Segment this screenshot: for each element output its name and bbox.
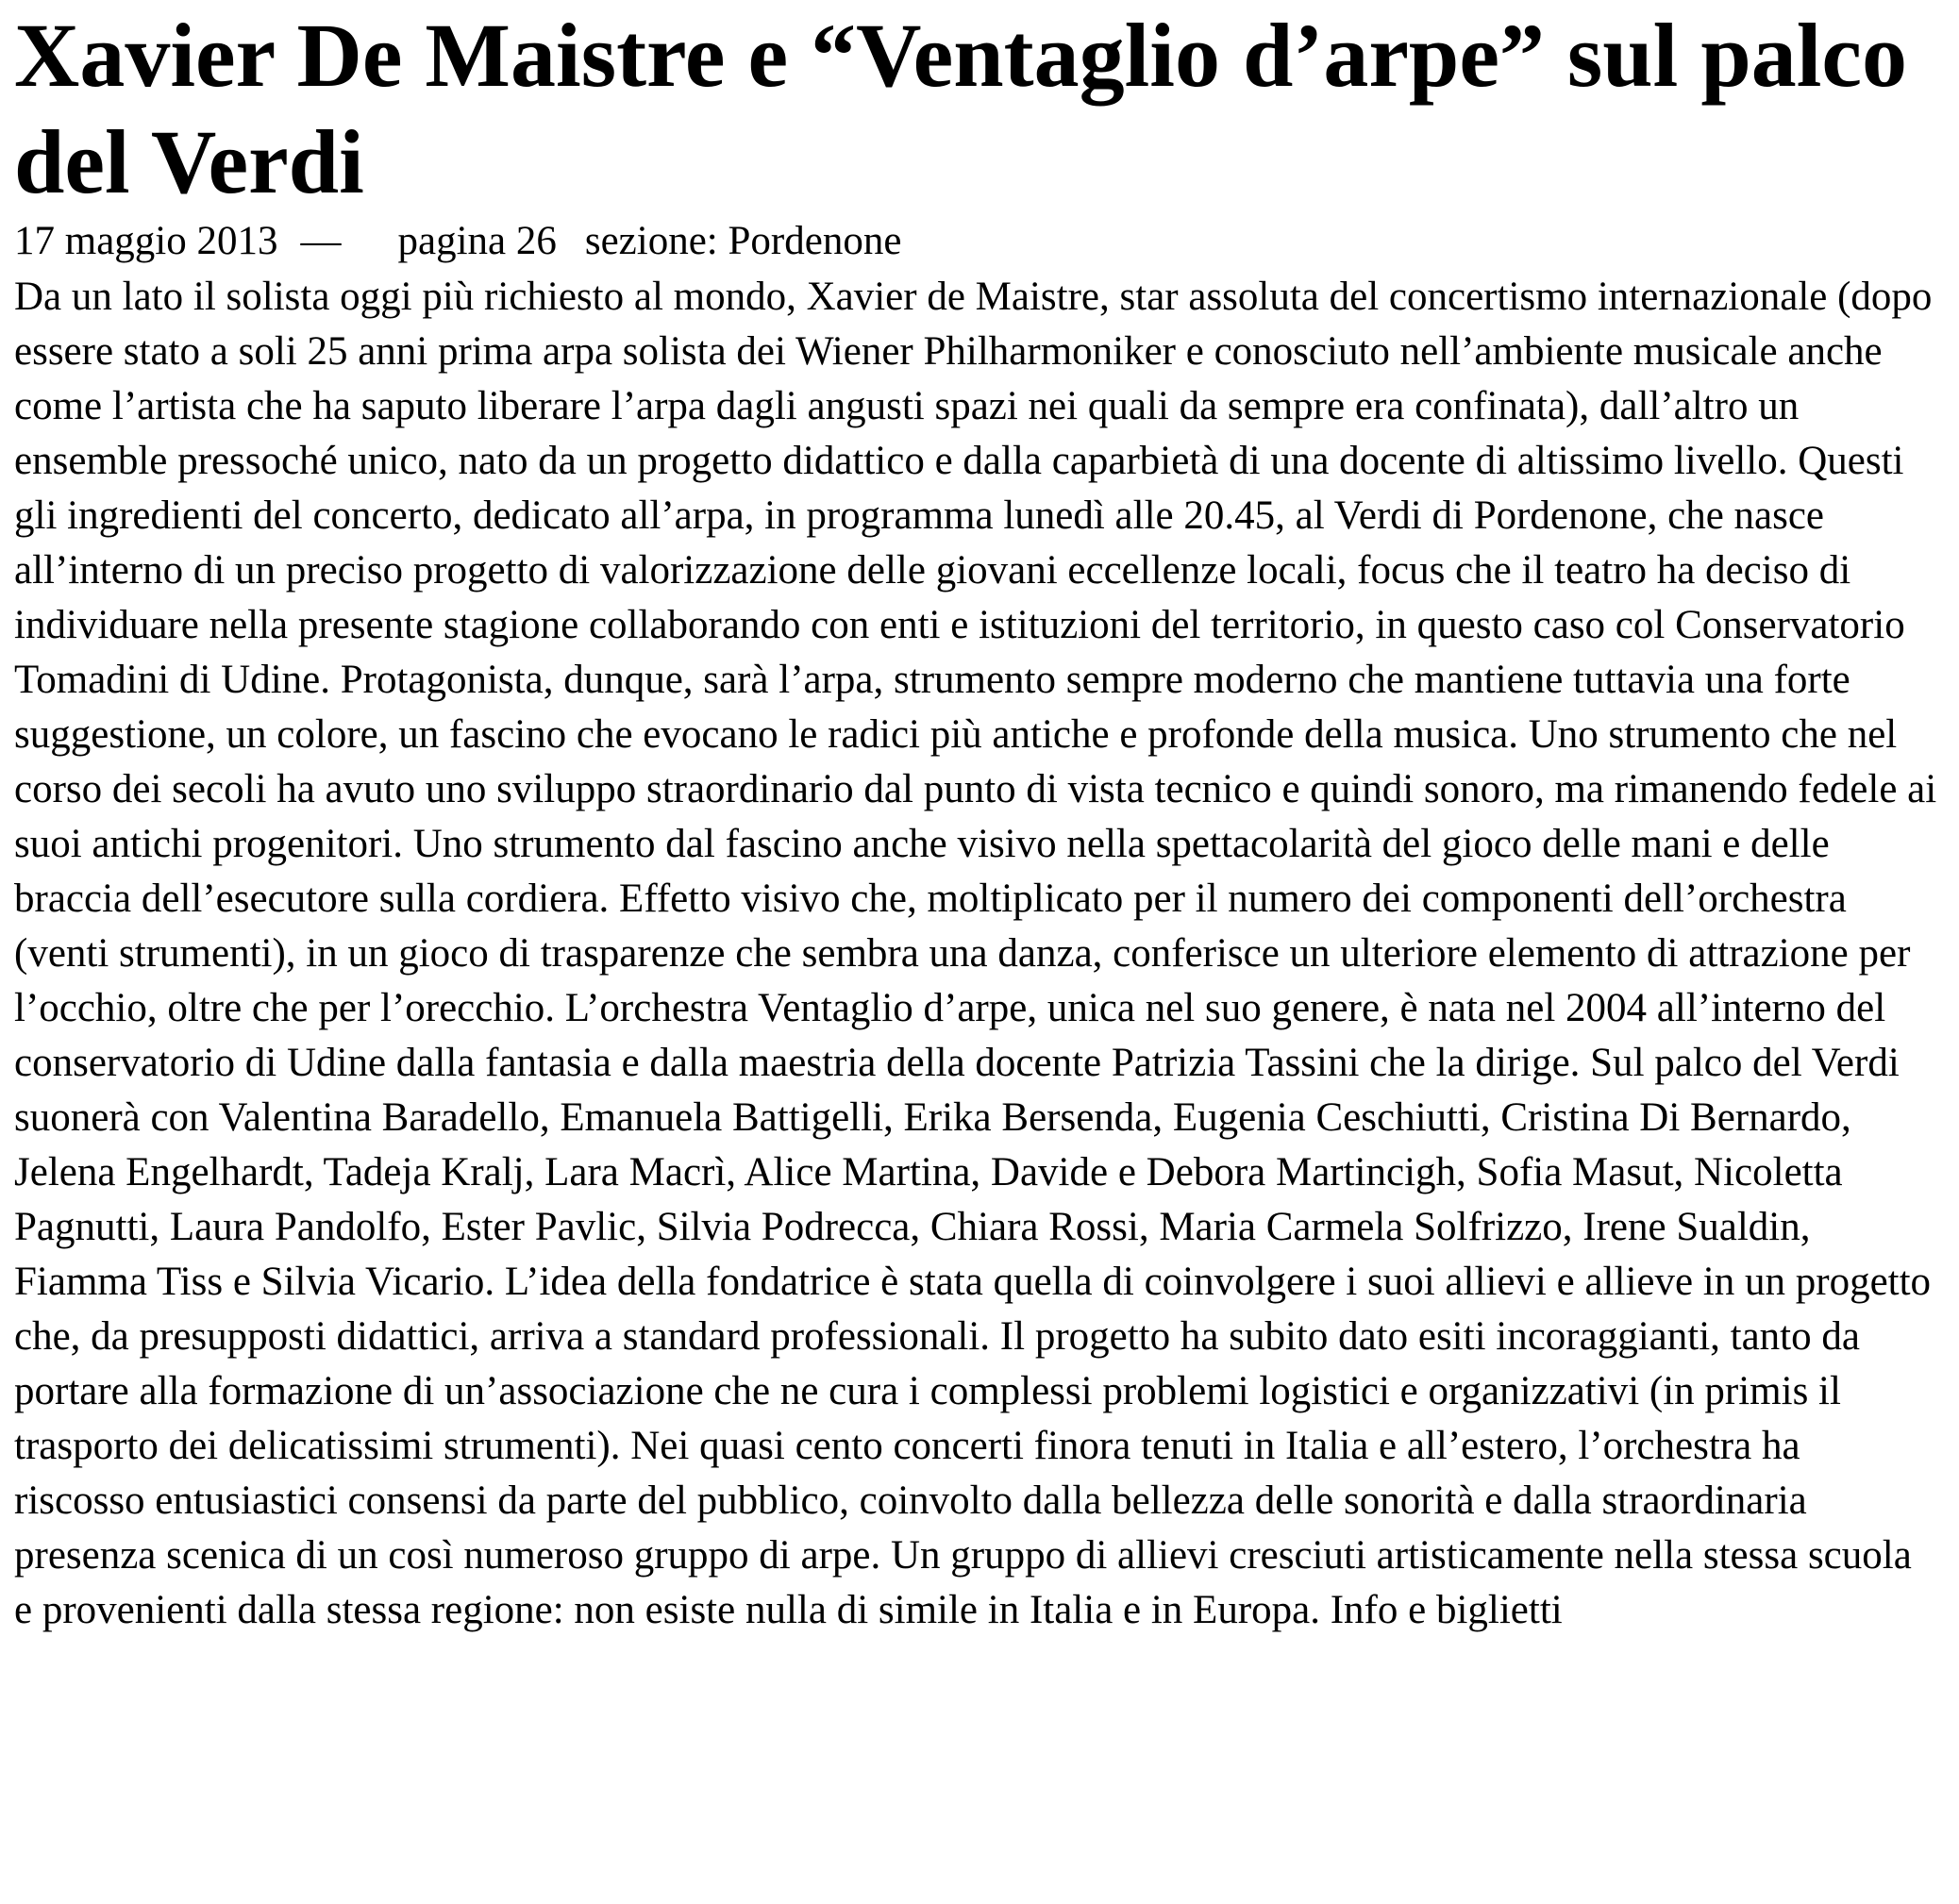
article-section: sezione: Pordenone [584,219,902,263]
article-body: Da un lato il solista oggi più richiesto al mondo, Xavier de Maistre, star assoluta del concertismo internazionale (dopo essere stato a soli 25 anni prima arpa solista dei Wiener Philharmoniker e conosciuto nell’ambiente musicale anche come l’artista che ha saputo liberare l’arpa dagli angusti spazi nei quali da sempre era confinata), dall’altro un ensemble pressoché unico, nato da un progetto didattico e dalla caparbietà di una docente di altissimo livello. Questi gli ingredienti del concerto, dedicato all’arpa, in programma lunedì alle 20.45, al Verdi di Pordenone, che nasce all’interno di un preciso progetto di valorizzazione delle giovani eccellenze locali, focus che il teatro ha deciso di individuare nella presente stagione collaborando con enti e istituzioni del territorio, in questo caso col Conservatorio Tomadini di Udine. Protagonista, dunque, sarà l’arpa, strumento sempre moderno che mantiene tuttavia una forte suggestione, un colore, un fascino che evocano le radici più antiche e profonde della musica. Uno strumento che nel corso dei secoli ha avuto uno sviluppo straordinario dal punto di vista tecnico e quindi sonoro, ma rimanendo fedele ai suoi antichi progenitori. Uno strumento dal fascino anche visivo nella spettacolarità del gioco delle mani e delle braccia dell’esecutore sulla cordiera. Effetto visivo che, moltiplicato per il numero dei componenti dell’orchestra (venti strumenti), in un gioco di trasparenze che sembra una danza, conferisce un ulteriore elemento di attrazione per l’occhio, oltre che per l’orecchio. L’orchestra Ventaglio d’arpe, unica nel suo genere, è nata nel 2004 all’interno del conservatorio di Udine dalla fantasia e dalla maestria della docente Patrizia Tassini che la dirige. Sul palco del Verdi suonerà con Valentina Baradello, Emanuela Battigelli, Erika Bersenda, Eugenia Ceschiutti, Cristina Di Bernardo, Jelena Engelhardt, Tadeja Kralj, Lara Macrì, Alice Martina, Davide e Debora Martincigh, Sofia Masut, Nicoletta Pagnutti, Laura Pandolfo, Ester Pavlic, Silvia Podrecca, Chiara Rossi, Maria Carmela Solfrizzo, Irene Sualdin, Fiamma Tiss e Silvia Vicario. L’idea della fondatrice è stata quella di coinvolgere i suoi allievi e allieve in un progetto che, da presupposti didattici, arriva a standard professionali. Il progetto ha subito dato esiti incoraggianti, tanto da portare alla formazione di un’associazione che ne cura i complessi problemi logistici e organizzativi (in primis il trasporto dei delicatissimi strumenti). Nei quasi cento concerti finora tenuti in Italia e all’estero, l’orchestra ha riscosso entusiastici consensi da parte del pubblico, coinvolto dalla bellezza delle sonorità e dalla straordinaria presenza scenica di un così numeroso gruppo di arpe. Un gruppo di allievi cresciuti artisticamente nella stessa scuola e provenienti dalla stessa regione: non esiste nulla di simile in Italia e in Europa. Info e biglietti [14,275,1937,1632]
article-title: Xavier De Maistre e “Ventaglio d’arpe” sul palco del Verdi [14,5,1908,212]
article [14,0,1939,1638]
article-meta [14,215,1939,270]
article-page: pagina 26 [397,219,557,263]
meta-separator: — [300,219,342,263]
article-date: 17 maggio 2013 [14,219,278,263]
